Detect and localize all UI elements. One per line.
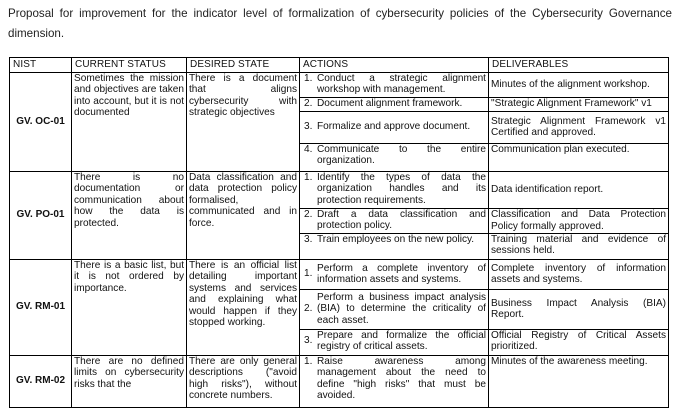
table-row	[10, 72, 669, 171]
header-nist: NIST	[10, 58, 72, 73]
deliverable-item: Communication plan executed.	[491, 143, 630, 155]
current-status-cell: There are no defined limits on cybersecurity risks that the	[72, 355, 187, 407]
nist-code: GV. RM-02	[10, 355, 72, 407]
deliverable-item: Data identification report.	[489, 172, 668, 209]
action-item: 3. Formalize and approve document.	[300, 112, 488, 144]
action-item: 2. Perform a business impact analysis (BIA) to determine the criticality of each asset.	[300, 290, 488, 330]
current-status-cell: There is no documentation or communication about how the data is protected.	[72, 171, 187, 259]
action-item: 2. Document alignment framework.	[300, 98, 488, 112]
deliverable-item: Minutes of the alignment workshop.	[489, 73, 668, 98]
deliverable-item: Strategic Alignment Framework v1 Certified and approved.	[489, 112, 668, 144]
table-row	[10, 171, 669, 259]
action-item: 1. Conduct a strategic alignment workshop with management.	[300, 73, 488, 98]
deliverables-cell	[489, 171, 669, 259]
action-item: 1. Raise awareness among management about the need to define "high risks" that must be avoided.	[304, 355, 486, 401]
deliverables-cell	[489, 259, 669, 355]
nist-code: GV. RM-01	[10, 259, 72, 355]
table-row	[10, 355, 669, 407]
header-deliverables: DELIVERABLES	[489, 58, 669, 73]
deliverable-item: Official Registry of Critical Assets prioritized.	[491, 329, 666, 352]
action-item: 1. Perform a complete inventory of information assets and systems.	[300, 260, 488, 290]
table-caption: Proposal for improvement for the indicator level of formalization of cybersecurity policies of the Cybersecurity Governance dimension.	[8, 7, 672, 40]
header-actions: ACTIONS	[300, 58, 489, 73]
deliverable-item: Business Impact Analysis (BIA) Report.	[489, 290, 668, 330]
deliverable-item: Complete inventory of information assets and systems.	[489, 260, 668, 290]
desired-state-cell: There are only general descriptions ("avoid high risks"), without concrete numbers.	[187, 355, 300, 407]
deliverable-item: "Strategic Alignment Framework" v1	[489, 98, 668, 112]
desired-state-cell: Data classification and data protection policy formalised, communicated and in force.	[187, 171, 300, 259]
deliverable-item: Minutes of the awareness meeting.	[491, 355, 648, 367]
action-item: 1. Identify the types of data the organization handles and its protection requirements.	[300, 172, 488, 209]
nist-code: GV. PO-01	[10, 171, 72, 259]
deliverables-cell	[489, 355, 669, 407]
desired-state-cell: There is a document that aligns cybersecurity with strategic objectives	[187, 72, 300, 171]
deliverable-item: Classification and Data Protection Policy formally approved.	[491, 209, 666, 232]
action-item: 3. Prepare and formalize the official registry of critical assets.	[304, 329, 486, 352]
table-header-row	[10, 58, 669, 73]
actions-cell	[300, 72, 489, 171]
action-item: 3. Train employees on the new policy.	[304, 233, 475, 245]
desired-state-cell: There is an official list detailing important systems and services and explaining what would happen if they stopped working.	[187, 259, 300, 355]
actions-cell	[300, 259, 489, 355]
improvement-table	[9, 57, 669, 408]
actions-cell	[300, 171, 489, 259]
deliverable-item: Training material and evidence of sessions held.	[491, 233, 666, 256]
current-status-cell: There is a basic list, but it is not ordered by importance.	[72, 259, 187, 355]
header-desired-state: DESIRED STATE	[187, 58, 300, 73]
action-item: 4. Communicate to the entire organization.	[304, 143, 486, 166]
deliverables-cell	[489, 72, 669, 171]
header-current-status: CURRENT STATUS	[72, 58, 187, 73]
action-item: 2. Draft a data classification and protection policy.	[300, 209, 488, 234]
nist-code: GV. OC-01	[10, 72, 72, 171]
actions-cell	[300, 355, 489, 407]
current-status-cell: Sometimes the mission and objectives are taken into account, but it is not documented	[72, 72, 187, 171]
table-row	[10, 259, 669, 355]
